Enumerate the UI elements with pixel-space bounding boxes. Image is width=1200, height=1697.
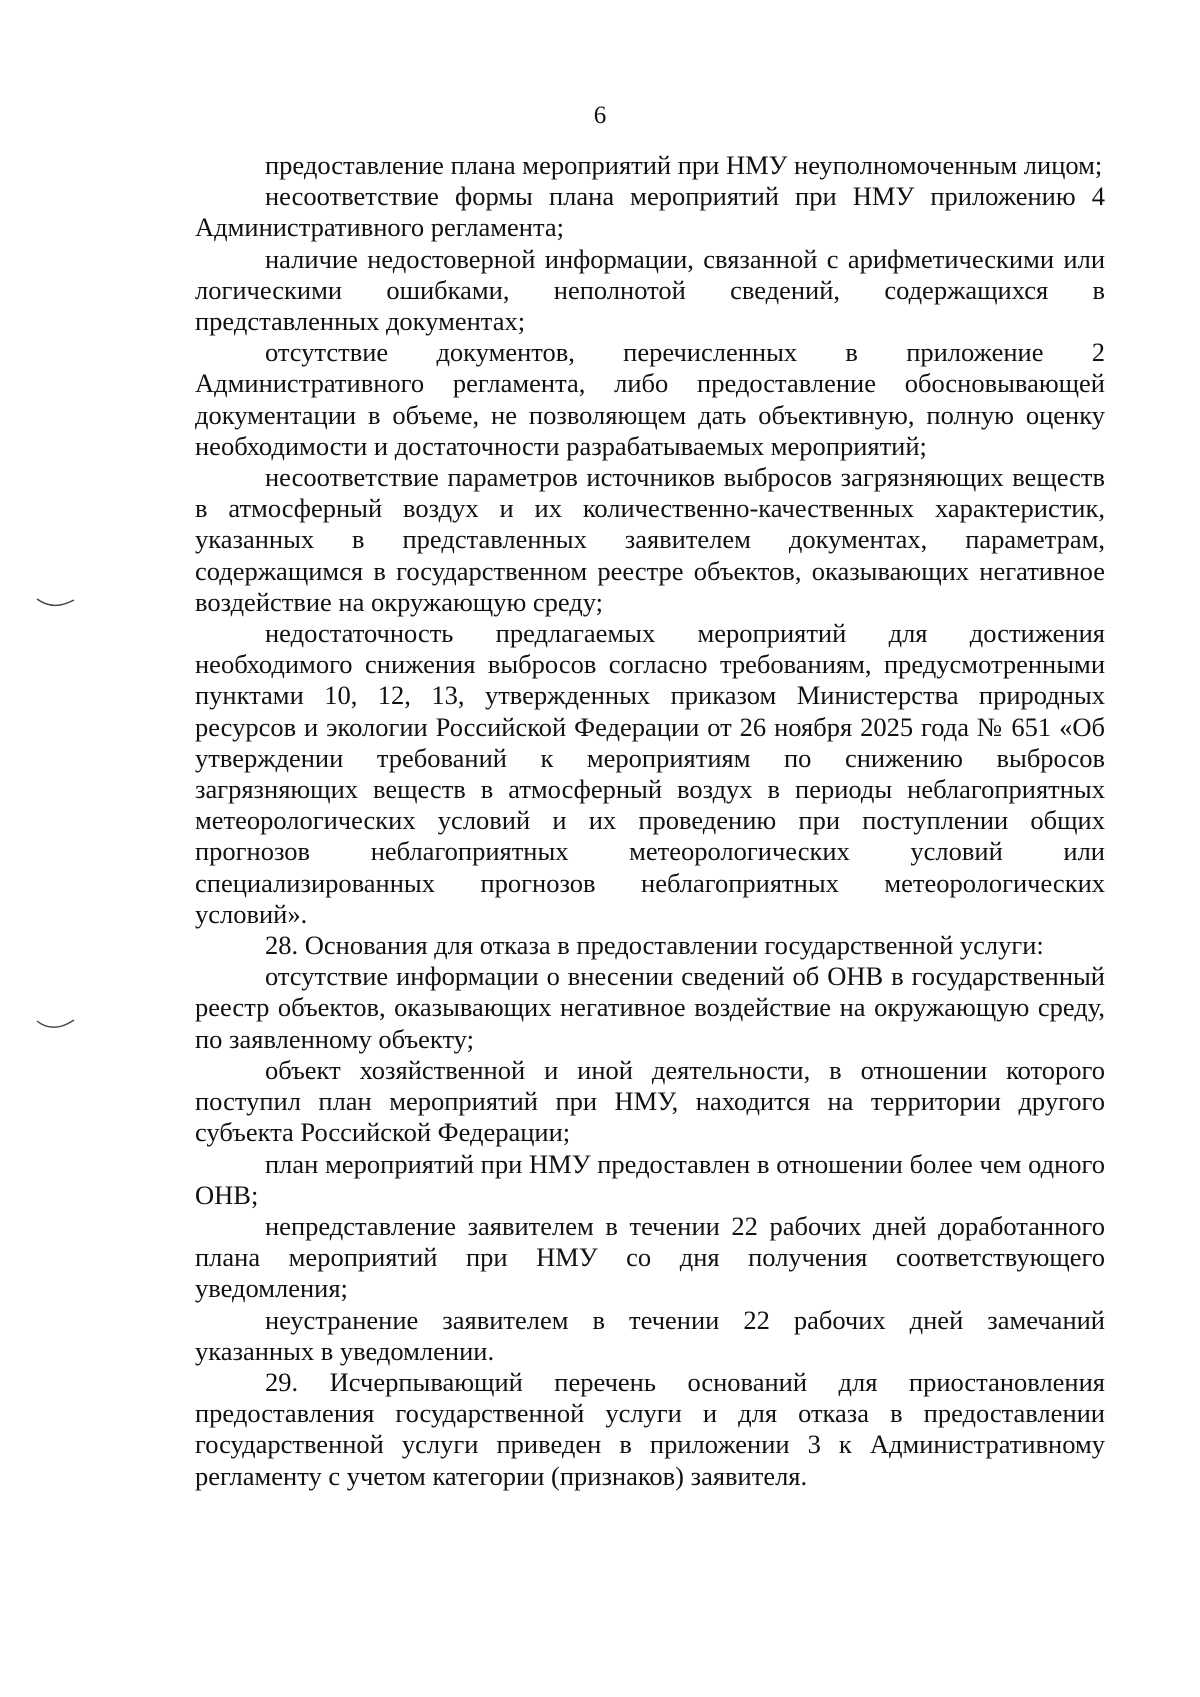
paragraph: несоответствие параметров источников выбросов загрязняющих веществ в атмосферный воздух и их количественно-качественных характеристик, указанных в представленных заявителем документах, параметрам, содержащимся в государственном реестре объектов, оказывающих негативное воздействие на окружающую среду; xyxy=(195,462,1105,617)
paragraph: план мероприятий при НМУ предоставлен в отношении более чем одного ОНВ; xyxy=(195,1148,1105,1210)
scan-artifact-mark xyxy=(36,596,76,608)
paragraph: предоставление плана мероприятий при НМУ неуполномоченным лицом; xyxy=(265,150,1103,180)
page-number: 6 xyxy=(593,102,607,129)
document-body xyxy=(195,150,1105,1492)
paragraph: недостаточность предлагаемых мероприятий для достижения необходимого снижения выбросов согласно требованиям, предусмотренными пунктами 10, 12, 13, утвержденных приказом Министерства природных ресурсов и экологии Российской Федерации от 26 ноября 2025 года № 651 «Об утверждении требований к мероприятиям по снижению выбросов загрязняющих веществ в атмосферный воздух в периоды неблагоприятных метеорологических условий и их проведению при поступлении общих прогнозов неблагоприятных метеорологических условий или специализированных прогнозов неблагоприятных метеорологических условий». xyxy=(195,618,1105,929)
paragraph: отсутствие документов, перечисленных в приложение 2 Административного регламента, либо предоставление обосновывающей документации в объеме, не позволяющем дать объективную, полную оценку необходимости и достаточности разрабатываемых мероприятий; xyxy=(195,337,1105,461)
paragraph: неустранение заявителем в течении 22 рабочих дней замечаний указанных в уведомлении. xyxy=(195,1304,1105,1366)
paragraph: наличие недостоверной информации, связанной с арифметическими или логическими ошибками, неполнотой сведений, содержащихся в представленных документах; xyxy=(195,243,1105,337)
paragraph: непредставление заявителем в течении 22 рабочих дней доработанного плана мероприятий при НМУ со дня получения соответствующего уведомления; xyxy=(195,1210,1105,1304)
scan-artifact-mark xyxy=(36,1018,76,1030)
paragraph: объект хозяйственной и иной деятельности, в отношении которого поступил план мероприятий при НМУ, находится на территории другого субъекта Российской Федерации; xyxy=(195,1054,1105,1148)
section-paragraph: 29. Исчерпывающий перечень оснований для приостановления предоставления государственной услуги и для отказа в предоставлении государственной услуги приведен в приложении 3 к Административному регламенту с учетом категории (признаков) заявителя. xyxy=(195,1366,1105,1491)
paragraph: отсутствие информации о внесении сведений об ОНВ в государственный реестр объектов, оказывающих негативное воздействие на окружающую среду, по заявленному объекту; xyxy=(195,961,1105,1054)
paragraph: несоответствие формы плана мероприятий при НМУ приложению 4 Административного регламента; xyxy=(195,181,1105,243)
section-heading: 28. Основания для отказа в предоставлении государственной услуги: xyxy=(265,930,1044,961)
